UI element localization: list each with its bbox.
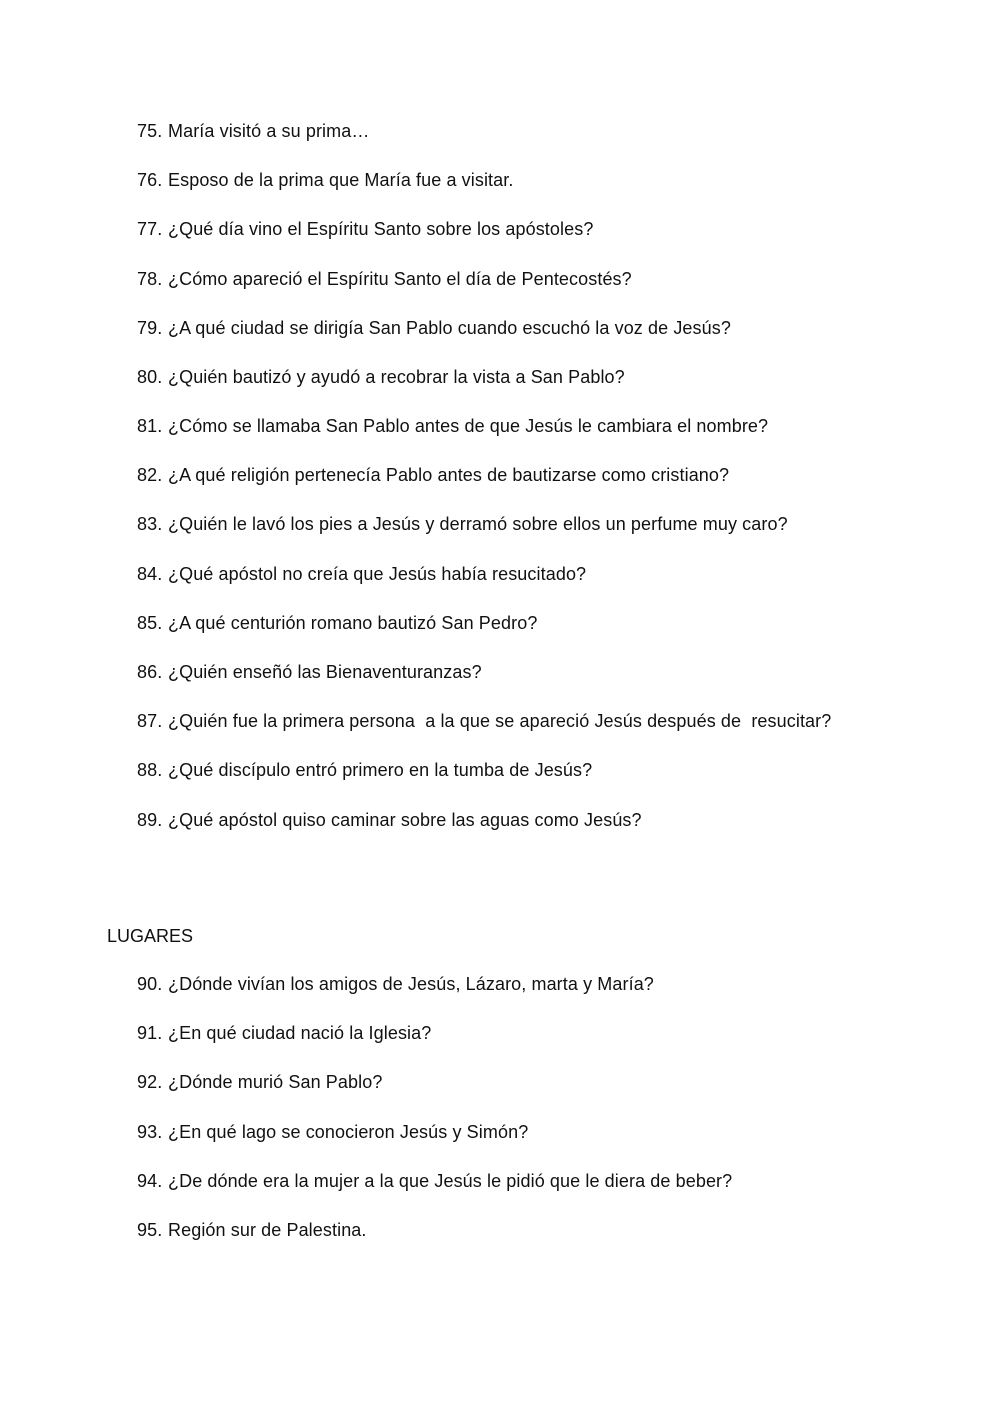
question-number: 86. — [137, 662, 163, 682]
question-text: ¿Quién le lavó los pies a Jesús y derramó sobre ellos un perfume muy caro? — [168, 514, 788, 534]
question-number: 87. — [137, 711, 163, 731]
question-number: 92. — [137, 1072, 163, 1092]
question-text: Esposo de la prima que María fue a visitar. — [168, 170, 514, 190]
question-number: 89. — [137, 810, 163, 830]
question-number: 91. — [137, 1023, 163, 1043]
question-number: 81. — [137, 416, 163, 436]
question-text: ¿En qué ciudad nació la Iglesia? — [168, 1023, 432, 1043]
question-item — [137, 973, 654, 995]
question-item — [137, 317, 731, 339]
question-item — [137, 1170, 732, 1192]
question-item — [137, 710, 831, 732]
question-item — [137, 563, 586, 585]
question-text: ¿Quién enseñó las Bienaventuranzas? — [168, 662, 482, 682]
question-text: ¿Quién fue la primera persona a la que se apareció Jesús después de resucitar? — [168, 711, 832, 731]
question-item — [137, 1071, 382, 1093]
question-number: 76. — [137, 170, 163, 190]
question-number: 77. — [137, 219, 163, 239]
question-item — [137, 809, 642, 831]
question-item — [137, 612, 537, 634]
question-text: ¿Quién bautizó y ayudó a recobrar la vista a San Pablo? — [168, 367, 625, 387]
question-text: ¿Qué discípulo entró primero en la tumba de Jesús? — [168, 760, 593, 780]
question-item — [137, 1022, 431, 1044]
question-text: ¿Qué apóstol no creía que Jesús había resucitado? — [168, 564, 587, 584]
question-item — [137, 169, 513, 191]
question-text: María visitó a su prima… — [168, 121, 370, 141]
question-item — [137, 513, 788, 535]
question-number: 90. — [137, 974, 163, 994]
question-text: ¿De dónde era la mujer a la que Jesús le pidió que le diera de beber? — [168, 1171, 733, 1191]
question-item — [137, 268, 632, 290]
question-text: ¿En qué lago se conocieron Jesús y Simón? — [168, 1122, 529, 1142]
question-number: 82. — [137, 465, 163, 485]
question-number: 93. — [137, 1122, 163, 1142]
question-number: 84. — [137, 564, 163, 584]
question-number: 79. — [137, 318, 163, 338]
question-text: ¿Cómo apareció el Espíritu Santo el día de Pentecostés? — [168, 269, 632, 289]
question-item — [137, 661, 482, 683]
question-item — [137, 464, 729, 486]
question-number: 75. — [137, 121, 163, 141]
question-text: ¿A qué centurión romano bautizó San Pedro? — [168, 613, 538, 633]
question-item — [137, 120, 369, 142]
question-item — [137, 1121, 528, 1143]
question-text: ¿Cómo se llamaba San Pablo antes de que Jesús le cambiara el nombre? — [168, 416, 769, 436]
question-item — [137, 415, 768, 437]
question-number: 88. — [137, 760, 163, 780]
question-text: ¿Qué día vino el Espíritu Santo sobre los apóstoles? — [168, 219, 594, 239]
question-number: 80. — [137, 367, 163, 387]
question-number: 94. — [137, 1171, 163, 1191]
question-text: ¿A qué religión pertenecía Pablo antes de bautizarse como cristiano? — [168, 465, 730, 485]
question-number: 78. — [137, 269, 163, 289]
question-text: ¿Dónde vivían los amigos de Jesús, Lázaro, marta y María? — [168, 974, 654, 994]
question-text: ¿Dónde murió San Pablo? — [168, 1072, 383, 1092]
question-item — [137, 366, 625, 388]
question-text: ¿A qué ciudad se dirigía San Pablo cuando escuchó la voz de Jesús? — [168, 318, 731, 338]
question-item — [137, 1219, 367, 1241]
question-item — [137, 218, 593, 240]
question-number: 83. — [137, 514, 163, 534]
section-heading-lugares: LUGARES — [107, 926, 194, 946]
question-number: 85. — [137, 613, 163, 633]
question-text: Región sur de Palestina. — [168, 1220, 367, 1240]
question-text: ¿Qué apóstol quiso caminar sobre las aguas como Jesús? — [168, 810, 642, 830]
question-number: 95. — [137, 1220, 163, 1240]
question-item — [137, 759, 592, 781]
